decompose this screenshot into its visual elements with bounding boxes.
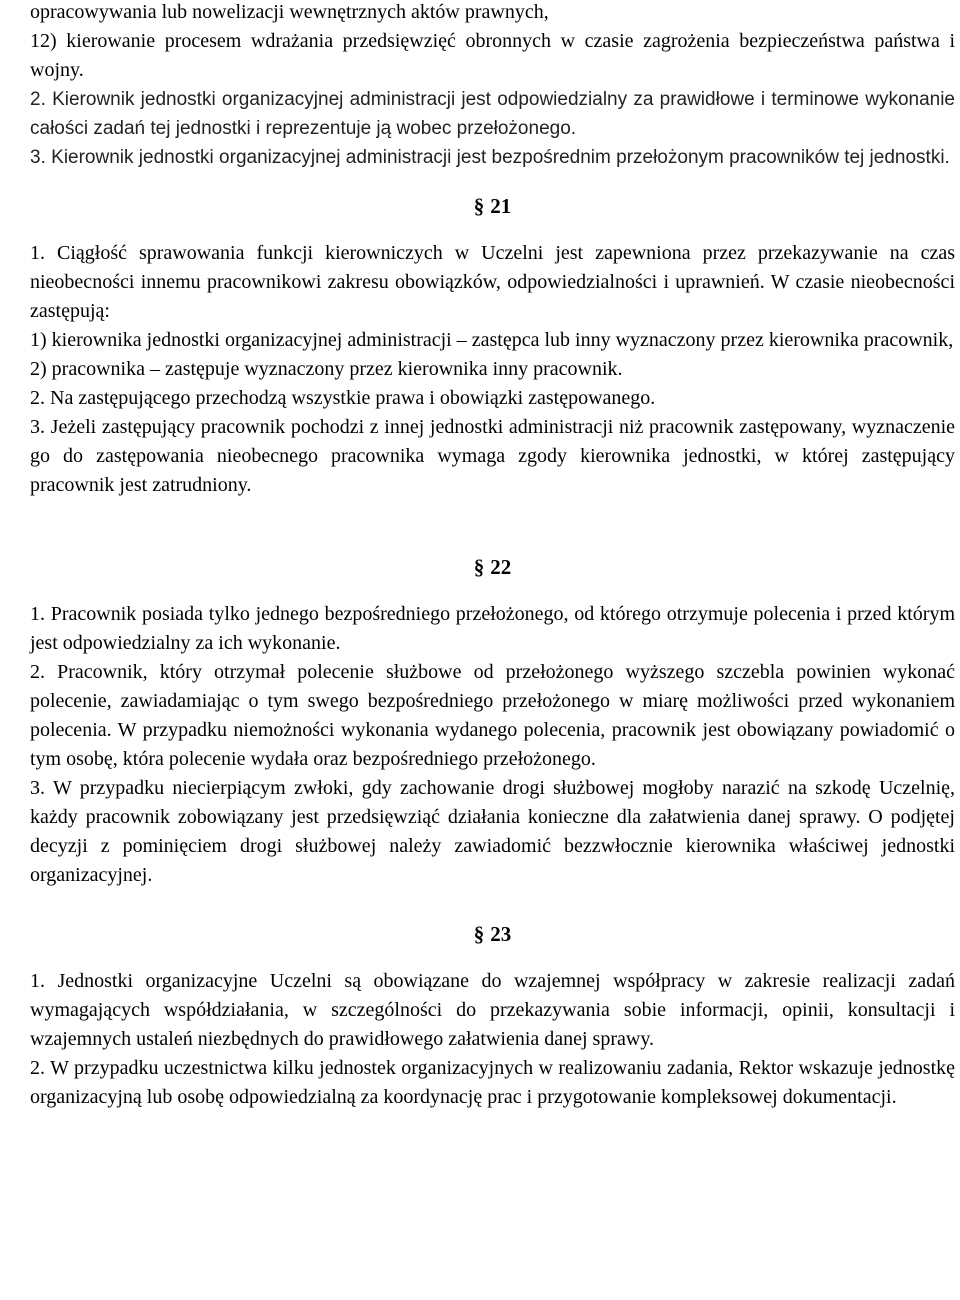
paragraph-text: Jednostki organizacyjne Uczelni są obowiązane do wzajemnej współpracy w zakresie realizacji zadań wymagających współdziałania, w szczególności do przekazywania sobie informacji, opinii, konsultacji i wzajemnych ustaleń niezbędnych do prawidłowego załatwienia danej sprawy. (30, 970, 955, 1050)
section-heading-21 (30, 194, 955, 219)
paragraph-number: 2. (30, 1057, 45, 1079)
paragraph-2 (30, 85, 955, 143)
subitem-text: kierownika jednostki organizacyjnej administracji – zastępca lub inny wyznaczony przez kierownika pracownik, (51, 329, 954, 351)
paragraph-number: 3. (30, 777, 45, 799)
paragraph-text: Pracownik posiada tylko jednego bezpośredniego przełożonego, od którego otrzymuje polecenia i przed którym jest odpowiedzialny za ich wykonanie. (30, 603, 956, 654)
paragraph-text: W przypadku uczestnictwa kilku jednostek organizacyjnych w realizowaniu zadania, Rektor wskazuje jednostkę organizacyjną lub osobę odpowiedzialną za koordynację prac i przygotowanie kompleksowej dokumentacji. (30, 1057, 956, 1108)
section-number: 22 (490, 555, 512, 579)
paragraph-text: W przypadku niecierpiącym zwłoki, gdy zachowanie drogi służbowej mogłoby narazić na szkodę Uczelnię, każdy pracownik zobowiązany jest przedsięwziąć działania konieczne dla załatwienia danej sprawy. O podjętej decyzji z pominięciem drogi służbowej należy zawiadomić bezzwłocznie kierownika właściwej jednostki organizacyjnej. (30, 777, 956, 886)
section-mark: § (473, 555, 485, 579)
section-mark: § (473, 922, 485, 946)
s21-subitem-1 (30, 326, 955, 355)
list-item-text: kierowanie procesem wdrażania przedsięwzięć obronnych w czasie zagrożenia bezpieczeństwa państwa i wojny. (30, 30, 955, 81)
subitem-number: 1) (30, 329, 47, 351)
paragraph-number: 1. (30, 603, 45, 625)
list-item-12 (30, 27, 955, 85)
paragraph-text: Kierownik jednostki organizacyjnej administracji jest bezpośrednim przełożonym pracowników tej jednostki. (51, 147, 950, 168)
paragraph-number: 2. (30, 661, 45, 683)
paragraph-text: Pracownik, który otrzymał polecenie służbowe od przełożonego wyższego szczebla powinien wykonać polecenie, zawiadamiając o tym swego bezpośredniego przełożonego w miarę możliwości przed wykonaniem polecenia. W przypadku niemożności wykonania wydanego polecenia, pracownik jest obowiązany powiadomić o tym osobę, która polecenie wydała oraz bezpośredniego przełożonego. (30, 661, 956, 770)
paragraph-text: Jeżeli zastępujący pracownik pochodzi z innej jednostki administracji niż pracownik zastępowany, wyznaczenie go do zastępowania nieobecnego pracownika wymaga zgody kierownika jednostki, w której zastępujący pracownik jest zatrudniony. (30, 416, 956, 496)
s21-paragraph-3 (30, 413, 955, 500)
s21-paragraph-2 (30, 384, 955, 413)
carry-over-line: opracowywania lub nowelizacji wewnętrznych aktów prawnych, (30, 1, 549, 23)
paragraph-number: 2. (30, 89, 46, 110)
document-body (30, 0, 955, 1112)
section-mark: § (473, 194, 485, 218)
subitem-number: 2) (30, 358, 47, 380)
paragraph-text: Na zastępującego przechodzą wszystkie prawa i obowiązki zastępowanego. (50, 387, 656, 409)
section-heading-22 (30, 555, 955, 580)
s21-paragraph-1 (30, 239, 955, 326)
s23-paragraph-1 (30, 967, 955, 1054)
paragraph-number: 3. (30, 147, 46, 168)
paragraph-3 (30, 143, 955, 172)
list-item-number: 12) (30, 30, 57, 52)
section-heading-23 (30, 922, 955, 947)
paragraph-number: 1. (30, 242, 45, 264)
section-number: 21 (490, 194, 512, 218)
paragraph-text: Kierownik jednostki organizacyjnej administracji jest odpowiedzialny za prawidłowe i terminowe wykonanie całości zadań tej jednostki i reprezentuje ją wobec przełożonego. (30, 89, 955, 139)
paragraph-number: 2. (30, 387, 45, 409)
subitem-text: pracownika – zastępuje wyznaczony przez kierownika inny pracownik. (51, 358, 623, 380)
s21-subitem-2 (30, 355, 955, 384)
s22-paragraph-1 (30, 600, 955, 658)
s22-paragraph-2 (30, 658, 955, 774)
s23-paragraph-2 (30, 1054, 955, 1112)
paragraph-number: 1. (30, 970, 45, 992)
s22-paragraph-3 (30, 774, 955, 890)
section-number: 23 (490, 922, 512, 946)
paragraph-number: 3. (30, 416, 45, 438)
paragraph-text: Ciągłość sprawowania funkcji kierowniczych w Uczelni jest zapewniona przez przekazywanie na czas nieobecności innemu pracownikowi zakresu obowiązków, odpowiedzialności i uprawnień. W czasie nieobecności zastępują: (30, 242, 955, 322)
